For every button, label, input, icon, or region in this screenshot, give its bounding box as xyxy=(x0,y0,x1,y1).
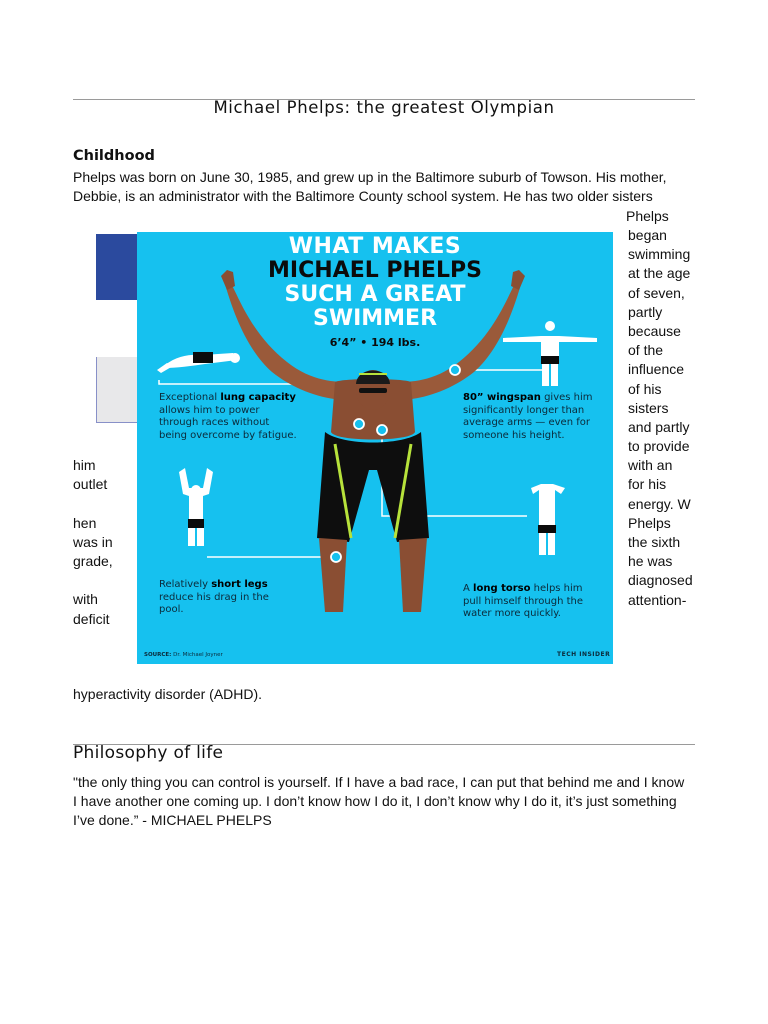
wrap-word: outlet xyxy=(73,476,108,493)
wrap-word: of his xyxy=(628,380,662,397)
quote-line: I’ve done.” - MICHAEL PHELPS xyxy=(73,812,272,829)
wrap-word: hen xyxy=(73,514,97,531)
wingspan-caption xyxy=(463,392,603,442)
torso-post: helps him pull himself through the water more quickly. xyxy=(463,583,583,619)
wrap-word xyxy=(73,494,113,513)
wrap-word: deficit xyxy=(73,610,110,627)
lung-pre: Exceptional xyxy=(159,392,221,403)
right-text-column-2 xyxy=(628,226,693,610)
left-text-column xyxy=(73,456,113,629)
wingspan-bold: 80” wingspan xyxy=(463,392,541,403)
childhood-heading: Childhood xyxy=(73,148,155,164)
torso-pre: A xyxy=(463,583,474,594)
torso-caption xyxy=(463,583,593,621)
wrap-word: began xyxy=(628,227,667,243)
swimmer-stretching-icon xyxy=(531,484,565,555)
height-weight-stats: 6’4” • 194 lbs. xyxy=(329,336,421,349)
quote-line: I have another one coming up. I don’t know how I do it, I don’t know why I do it, it’s just something xyxy=(73,793,677,810)
wingspan-post: gives him significantly longer than average arms — even for someone his height. xyxy=(463,392,593,441)
wrap-word: he was xyxy=(628,553,673,570)
wrap-word: grade, xyxy=(73,552,113,569)
tech-insider-logo: TECH INSIDER xyxy=(557,651,611,658)
wrap-word: swimming xyxy=(628,246,691,263)
infographic-title-line1: WHAT MAKES xyxy=(288,234,462,259)
intro-line: Phelps was born on June 30, 1985, and grew up in the Baltimore suburb of Towson. His mother, xyxy=(73,169,667,185)
wrap-word: sisters xyxy=(628,399,669,416)
wrap-word: influence xyxy=(628,361,685,378)
quote-line: "the only thing you can control is yourself. If I have a bad race, I can put that behind me and I know xyxy=(73,774,685,790)
wrap-word: to provide xyxy=(628,438,690,455)
decorative-gray-block xyxy=(96,357,138,423)
wrap-word: Phelps xyxy=(628,514,671,531)
swimmer-flexing-icon xyxy=(179,468,213,546)
wrap-word: diagnosed xyxy=(628,572,693,589)
intro-line: Debbie, is an administrator with the Baltimore County school system. He has two older sisters xyxy=(73,188,653,205)
wrap-word: attention- xyxy=(628,591,687,608)
swimmer-diving-icon xyxy=(157,352,240,373)
childhood-closing: hyperactivity disorder (ADHD). xyxy=(73,686,263,702)
wrap-word: Phelps xyxy=(626,208,669,224)
wrap-word: the sixth xyxy=(628,534,681,550)
wingspan-dot xyxy=(450,365,460,375)
lung-caption xyxy=(159,392,299,442)
torso-bold: long torso xyxy=(473,583,531,594)
source-name: Dr. Michael Joyner xyxy=(171,652,223,658)
legs-pre: Relatively xyxy=(159,579,212,590)
wrap-word: was in xyxy=(73,533,113,550)
right-text-column xyxy=(626,207,669,226)
wrap-word: of seven, xyxy=(628,284,685,301)
wrap-word: at the age xyxy=(628,265,691,282)
wrap-word: with xyxy=(73,591,98,608)
page-title: Michael Phelps: the greatest Olympian xyxy=(213,98,555,117)
decorative-blue-block xyxy=(96,234,138,300)
legs-post: reduce his drag in the pool. xyxy=(159,591,269,615)
lung-post: allows him to power through races without being overcome by fatigue. xyxy=(159,404,297,441)
philosophy-quote xyxy=(73,773,703,831)
wrap-word: him xyxy=(73,457,96,473)
lung-bold: lung capacity xyxy=(220,392,296,403)
wrap-word: and partly xyxy=(628,418,690,435)
lung-dot xyxy=(354,419,364,429)
philosophy-heading: Philosophy of life xyxy=(73,743,224,763)
wrap-word: partly xyxy=(628,303,663,320)
infographic-title-line3: SUCH A GREAT xyxy=(284,282,466,307)
legs-caption xyxy=(159,579,279,617)
phelps-infographic xyxy=(137,232,613,664)
legs-bold: short legs xyxy=(211,579,268,590)
infographic-title-line2: MICHAEL PHELPS xyxy=(268,258,482,283)
source-label: SOURCE: xyxy=(144,652,172,658)
torso-dot xyxy=(377,425,387,435)
source-credit xyxy=(144,652,223,658)
wrap-word: energy. W xyxy=(628,495,691,512)
wrap-word: for his xyxy=(628,476,667,493)
wrap-word: of the xyxy=(628,342,664,359)
wrap-word xyxy=(73,571,113,590)
legs-dot xyxy=(331,552,341,562)
wrap-word: because xyxy=(628,322,681,339)
infographic-title-line4: SWIMMER xyxy=(312,306,438,331)
childhood-intro xyxy=(73,168,703,206)
wrap-word: with an xyxy=(628,457,673,474)
